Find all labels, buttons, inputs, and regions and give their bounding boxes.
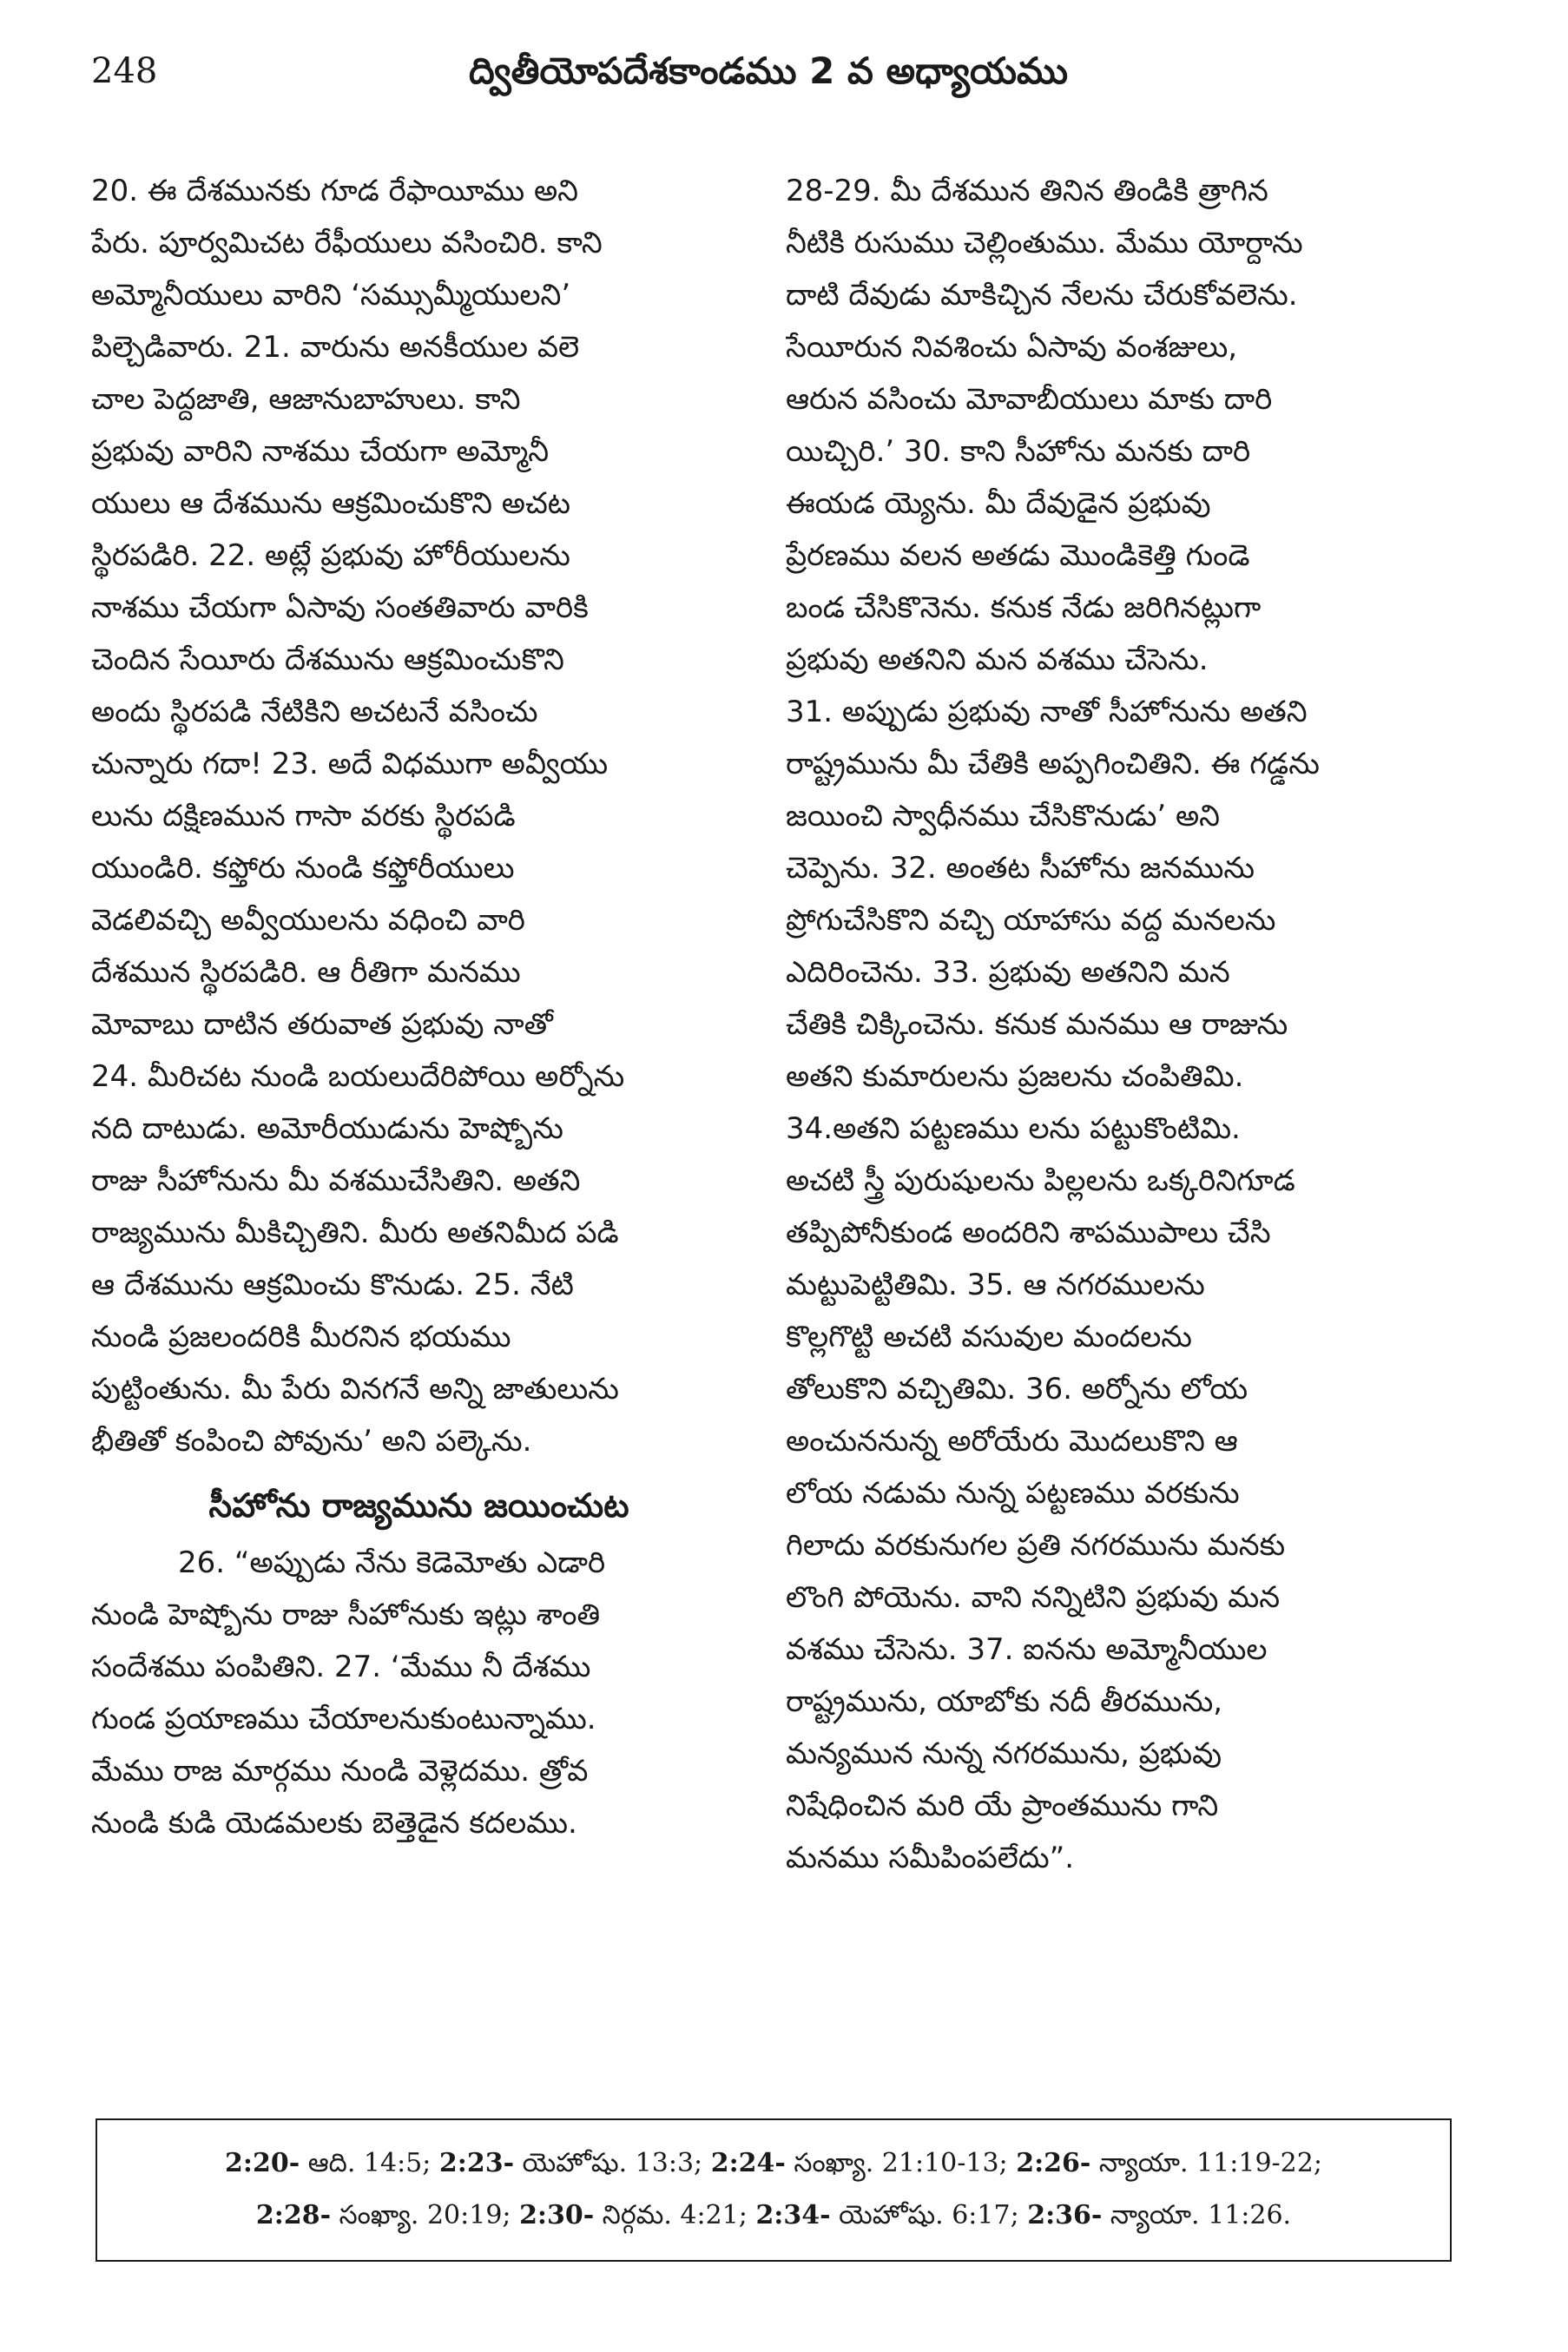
text-line: దాటి దేవుడు మాకిచ్చిన నేలను చేరుకోవలెను. bbox=[786, 278, 1298, 313]
reference-text: యెహోషు. 13:3; bbox=[514, 2148, 711, 2178]
text-line: గుండ ప్రయాణము చేయాలనుకుంటున్నాము. bbox=[91, 1702, 596, 1736]
reference-text: సంఖ్యా. 21:10-13; bbox=[785, 2148, 1017, 2178]
reference-key: 2:30- bbox=[519, 2200, 595, 2230]
reference-text: సంఖ్యా. 20:19; bbox=[331, 2200, 520, 2230]
text-line: సేయీరున నివశించు ఏసావు వంశజులు, bbox=[786, 330, 1238, 365]
text-line: యిచ్చిరి.’ 30. కాని సీహోను మనకు దారి bbox=[786, 434, 1251, 469]
text-line: రాష్ట్రమును, యాబోకు నదీ తీరమును, bbox=[786, 1684, 1223, 1719]
right-column bbox=[786, 165, 1441, 1884]
reference-text: నిర్గమ. 4:21; bbox=[594, 2200, 756, 2230]
text-line: నాశము చేయగా ఏసావు సంతతివారు వారికి bbox=[91, 590, 589, 625]
right-column-text bbox=[786, 165, 1441, 1884]
text-line: 26. “అప్పుడు నేను కెడెమోతు ఎడారి bbox=[178, 1545, 606, 1580]
text-line: ప్రేరణము వలన అతడు మొండికెత్తి గుండె bbox=[786, 538, 1250, 573]
left-column bbox=[91, 165, 747, 1849]
text-line: రాజు సీహోనును మీ వశముచేసితిని. అతని bbox=[91, 1163, 581, 1198]
text-line: లోయ నడుమ నున్న పట్టణము వరకును bbox=[786, 1476, 1240, 1511]
reference-key: 2:23- bbox=[438, 2148, 515, 2178]
text-line: అచటి స్త్రీ పురుషులను పిల్లలను ఒక్కరినిగూడ bbox=[786, 1163, 1295, 1198]
text-line: లును దక్షిణమున గాసా వరకు స్థిరపడి bbox=[91, 799, 516, 833]
text-line: అందు స్థిరపడి నేటికిని అచటనే వసించు bbox=[91, 695, 538, 729]
text-line: సందేశము పంపితిని. 27. ‘మేము నీ దేశము bbox=[91, 1650, 591, 1684]
text-line: భీతితో కంపించి పోవును’ అని పల్కెను. bbox=[91, 1424, 532, 1459]
text-line: నుండి కుడి యెడమలకు బెత్తెడైన కదలము. bbox=[91, 1806, 577, 1841]
page-number: 248 bbox=[91, 51, 158, 91]
reference-text: యెహోషు. 6:17; bbox=[830, 2200, 1028, 2230]
text-line: చేతికి చిక్కించెను. కనుక మనము ఆ రాజును bbox=[786, 1007, 1288, 1042]
left-column-text bbox=[91, 165, 747, 1467]
text-line: యుండిరి. కఫ్తోరు నుండి కఫ్తోరీయులు bbox=[91, 851, 515, 886]
text-line: దేశమున స్థిరపడిరి. ఆ రీతిగా మనము bbox=[91, 955, 521, 990]
text-line: రాజ్యమును మీకిచ్చితిని. మీరు అతనిమీద పడి bbox=[91, 1216, 619, 1250]
text-line: కొల్లగొట్టి అచటి వసువుల మందలను bbox=[786, 1320, 1192, 1354]
reference-key: 2:36- bbox=[1027, 2200, 1103, 2230]
text-line: ఆ దేశమును ఆక్రమించు కొనుడు. 25. నేటి bbox=[91, 1268, 574, 1302]
text-line: 20. ఈ దేశమునకు గూడ రేఫాయీము అని bbox=[91, 174, 579, 208]
text-line: 34.అతని పట్టణము లను పట్టుకొంటిమి. bbox=[786, 1111, 1241, 1146]
text-line: పుట్టింతును. మీ పేరు వినగనే అన్ని జాతులును bbox=[91, 1372, 619, 1407]
text-line: గిలాదు వరకునుగల ప్రతి నగరమును మనకు bbox=[786, 1528, 1286, 1563]
text-line: చెప్పెను. 32. అంతట సీహోను జనమును bbox=[786, 851, 1255, 886]
text-line: 28-29. మీ దేశమున తినిన తిండికి త్రాగిన bbox=[786, 174, 1268, 208]
text-line: అంచుననున్న అరోయేరు మొదలుకొని ఆ bbox=[786, 1424, 1238, 1459]
text-line: పేరు. పూర్వమిచట రేఫీయులు వసించిరి. కాని bbox=[91, 226, 603, 260]
running-title: ద్వితీయోపదేశకాండము 2 వ అధ్యాయము bbox=[469, 49, 1068, 92]
text-line: నీటికి రుసుము చెల్లింతుము. మేము యోర్దాను bbox=[786, 226, 1303, 260]
text-line: నుండి హెష్బోను రాజు సీహోనుకు ఇట్లు శాంతి bbox=[91, 1598, 601, 1632]
left-column-text-after-heading bbox=[91, 1537, 747, 1849]
text-line: చాల పెద్దజాతి, ఆజానుబాహులు. కాని bbox=[91, 382, 521, 417]
reference-key: 2:26- bbox=[1016, 2148, 1091, 2178]
text-line: చున్నారు గదా! 23. అదే విధముగా అవ్వీయు bbox=[91, 747, 609, 781]
text-line: ఆరున వసించు మోవాబీయులు మాకు దారి bbox=[786, 382, 1273, 417]
reference-text: న్యాయా. 11:19-22; bbox=[1090, 2148, 1322, 2178]
text-line: ప్రభువు అతనిని మన వశము చేసెను. bbox=[786, 642, 1209, 677]
text-line: యులు ఆ దేశమును ఆక్రమించుకొని అచట bbox=[91, 486, 571, 521]
text-line: పిల్చెడివారు. 21. వారును అనకీయుల వలె bbox=[91, 330, 580, 365]
text-line: అమ్మోనీయులు వారిని ‘సమ్సుమ్మీయులని’ bbox=[91, 278, 571, 313]
text-line: బండ చేసికొనెను. కనుక నేడు జరిగినట్లుగా bbox=[786, 590, 1262, 625]
text-line: స్థిరపడిరి. 22. అట్లే ప్రభువు హోరీయులను bbox=[91, 538, 570, 573]
text-line: మేము రాజ మార్గము నుండి వెళ్లెదము. త్రోవ bbox=[91, 1754, 589, 1789]
text-line: తప్పిపోనీకుండ అందరిని శాపముపాలు చేసి bbox=[786, 1216, 1271, 1250]
text-line: జయించి స్వాధీనము చేసికొనుడు’ అని bbox=[786, 799, 1221, 833]
cross-references-line-2 bbox=[97, 2190, 1450, 2242]
text-line: నిషేధించిన మరి యే ప్రాంతమును గాని bbox=[786, 1789, 1219, 1823]
text-line: మన్యమున నున్న నగరమును, ప్రభువు bbox=[786, 1736, 1222, 1771]
text-line: చెందిన సేయీరు దేశమును ఆక్రమించుకొని bbox=[91, 642, 564, 677]
text-line: నుండి ప్రజలందరికి మీరనిన భయము bbox=[91, 1320, 511, 1354]
cross-references-line-1 bbox=[97, 2138, 1450, 2190]
text-line: లొంగి పోయెను. వాని నన్నిటిని ప్రభువు మన bbox=[786, 1580, 1281, 1615]
text-line: మనము సమీపింపలేదు”. bbox=[786, 1841, 1075, 1875]
text-line: మట్టుపెట్టితిమి. 35. ఆ నగరములను bbox=[786, 1268, 1205, 1302]
text-line: వశము చేసెను. 37. ఐనను అమ్మోనీయుల bbox=[786, 1632, 1268, 1667]
reference-key: 2:24- bbox=[710, 2148, 786, 2178]
reference-text: ఆది. 14:5; bbox=[300, 2148, 439, 2178]
reference-text: న్యాయా. 11:26. bbox=[1102, 2200, 1292, 2230]
text-line: ఈయడ య్యెను. మీ దేవుడైన ప్రభువు bbox=[786, 486, 1211, 521]
text-line: 24. మీరిచట నుండి బయలుదేరిపోయి అర్నోను bbox=[91, 1059, 625, 1094]
text-line: 31. అప్పుడు ప్రభువు నాతో సీహోనును అతని bbox=[786, 695, 1308, 729]
text-line: నది దాటుడు. అమోరీయుడును హెష్బోను bbox=[91, 1111, 563, 1146]
cross-references-box bbox=[96, 2118, 1452, 2262]
text-line: మోవాబు దాటిన తరువాత ప్రభువు నాతో bbox=[91, 1007, 553, 1042]
text-line: ప్రోగుచేసికొని వచ్చి యాహాసు వద్ద మనలను bbox=[786, 903, 1276, 938]
text-line: వెడలివచ్చి అవ్వీయులను వధించి వారి bbox=[91, 903, 525, 938]
reference-key: 2:28- bbox=[255, 2200, 332, 2230]
text-line: తోలుకొని వచ్చితిమి. 36. అర్నోను లోయ bbox=[786, 1372, 1248, 1407]
page-header bbox=[91, 45, 1454, 115]
text-line: ఎదిరించెను. 33. ప్రభువు అతనిని మన bbox=[786, 955, 1230, 990]
reference-key: 2:20- bbox=[225, 2148, 300, 2178]
text-line: అతని కుమారులను ప్రజలను చంపితిమి. bbox=[786, 1059, 1244, 1094]
section-heading: సీహోను రాజ్యమును జయించుట bbox=[208, 1486, 629, 1525]
text-line: రాష్ట్రమును మీ చేతికి అప్పగించితిని. ఈ గడ్డను bbox=[786, 747, 1320, 781]
reference-key: 2:34- bbox=[755, 2200, 831, 2230]
text-line: ప్రభువు వారిని నాశము చేయగా అమ్మోనీ bbox=[91, 434, 550, 469]
